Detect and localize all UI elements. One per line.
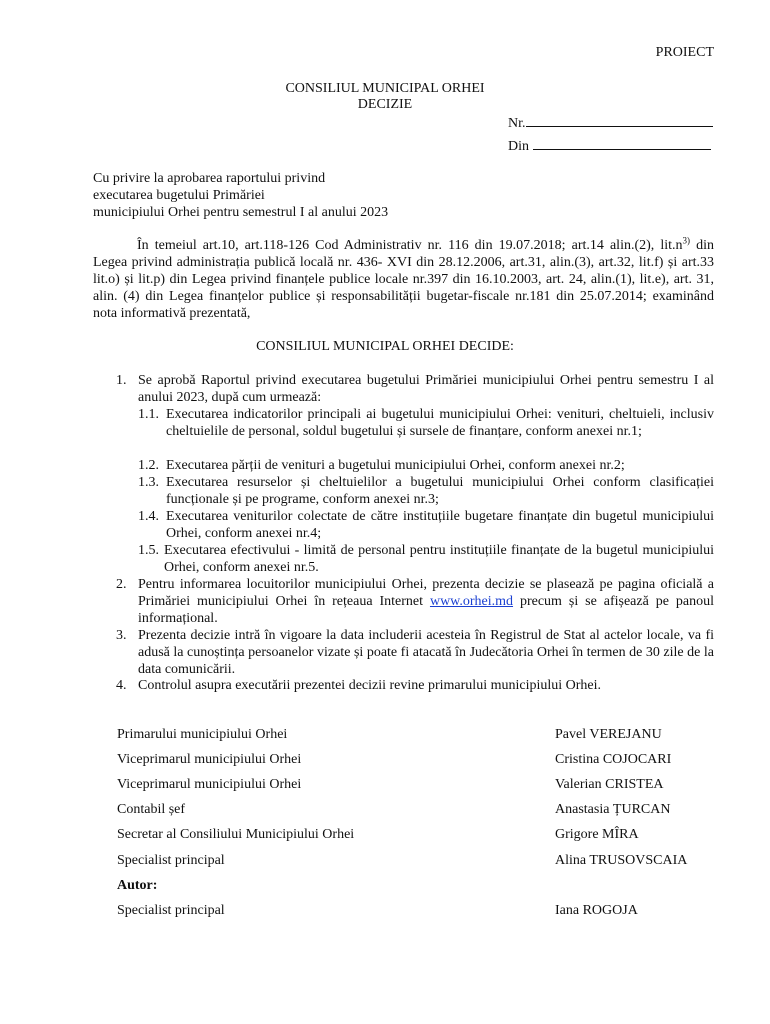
item-3-text: Prezenta decizie intră în vigoare la data includerii acesteia în Registrul de Stat al actelor locale, va fi adusă la cunoștința persoanelor vizate și poate fi atacată în Judecătoria Orhei în termen de 30 zile de la data comunicării. (138, 628, 714, 677)
signature-role: Contabil șef (117, 802, 186, 817)
decision-title: DECIZIE (357, 97, 413, 112)
signature-role: Secretar al Consiliului Municipiului Orhei (117, 827, 355, 842)
item-1-4-number: 1.4. (138, 509, 159, 524)
item-1-number: 1. (116, 373, 127, 388)
item-1-4-text: Executarea veniturilor colectate de către instituțiile bugetare finanțate din bugetul municipiului Orhei, conform anexei nr.4; (166, 509, 714, 541)
item-3-number: 3. (116, 628, 127, 643)
subject-line-1: Cu privire la aprobarea raportului privind (93, 171, 326, 186)
item-1-2-text: Executarea părții de venituri a bugetului municipiului Orhei, conform anexei nr.2; (166, 458, 625, 473)
signature-name: Valerian CRISTEA (555, 777, 664, 792)
signature-name: Pavel VEREJANU (555, 727, 662, 742)
item-2-number: 2. (116, 577, 127, 592)
signature-role: Viceprimarul municipiului Orhei (117, 777, 302, 792)
preamble-paragraph: În temeiul art.10, art.118-126 Cod Administrativ nr. 116 din 19.07.2018; art.14 alin.(2), $lit.n^{3)}$ din Legea privind administrația publică locală nr. 436- XVI din 28.12.2006, art.31, alin.(3), art.32, lit.f) și art.33 lit.o) și lit.p) din Legea privind finanțele publice locale nr.397 din 16.10.2003, art. 24, alin.(1), lit.e), art. 31, alin. (4) din Legea finanțelor publice și responsabilității bugetar-fiscale nr.181 din 25.07.2014; examinând nota informativă prezentată, (93, 235, 715, 321)
item-2-text: Pentru informarea locuitorilor municipiului Orhei, prezenta decizie se plasează pe pagina oficială a Primăriei municipiului Orhei în rețeaua Internet www.orhei.md precum și se afișează pe panoul informațional. (138, 577, 714, 626)
author-role: Specialist principal (117, 903, 225, 918)
item-1-1-number: 1.1. (138, 407, 159, 422)
decides-heading: CONSILIUL MUNICIPAL ORHEI DECIDE: (256, 339, 514, 354)
item-1-1-text: Executarea indicatorilor principali ai bugetului municipiului Orhei: venituri, cheltuieli, inclusiv cheltuielile de personal, soldul bugetului și sursele de finanțare, conform anexei nr.1; (166, 407, 714, 439)
date-label: Din (508, 139, 529, 154)
number-blank (526, 114, 713, 127)
project-label: PROIECT (655, 45, 714, 60)
item-4-number: 4. (116, 678, 127, 693)
signature-role: Specialist principal (117, 853, 225, 868)
decision-date-field (508, 137, 711, 155)
website-link[interactable]: www.orhei.md (429, 594, 514, 609)
item-4-text: Controlul asupra executării prezentei decizii revine primarului municipiului Orhei. (138, 678, 602, 693)
decision-number-field (508, 114, 713, 132)
item-1-2-number: 1.2. (138, 458, 159, 473)
subject-line-2: executarea bugetului Primăriei (93, 188, 265, 203)
signature-name: Alina TRUSOVSCAIA (555, 853, 688, 868)
item-1-3-text: Executarea resurselor și cheltuielilor a bugetului municipiului Orhei conform clasificației funcționale și pe programe, conform anexei nr.3; (166, 475, 714, 507)
author-name: Iana ROGOJA (555, 903, 638, 918)
item-1-5-number: 1.5. (138, 543, 159, 558)
signature-role: Primarului municipiului Orhei (117, 727, 288, 742)
item-1-3-number: 1.3. (138, 475, 159, 490)
signature-name: Anastasia ȚURCAN (555, 802, 671, 817)
signature-role: Viceprimarul municipiului Orhei (117, 752, 302, 767)
author-label: Autor: (117, 878, 158, 893)
signature-name: Grigore MÎRA (555, 827, 639, 842)
item-1-text: Se aprobă Raportul privind executarea bugetului Primăriei municipiului Orhei pentru semestru I al anului 2023, după cum urmează: (138, 373, 714, 405)
signature-name: Cristina COJOCARI (555, 752, 672, 767)
council-title: CONSILIUL MUNICIPAL ORHEI (285, 81, 485, 96)
date-blank (533, 137, 711, 150)
subject-line-3: municipiului Orhei pentru semestrul I al anului 2023 (93, 205, 389, 220)
number-label: Nr. (508, 116, 526, 131)
item-1-5-text: Executarea efectivului - limită de personal pentru instituțiile finanțate de la bugetul municipiului Orhei, conform anexei nr.5. (164, 543, 714, 575)
